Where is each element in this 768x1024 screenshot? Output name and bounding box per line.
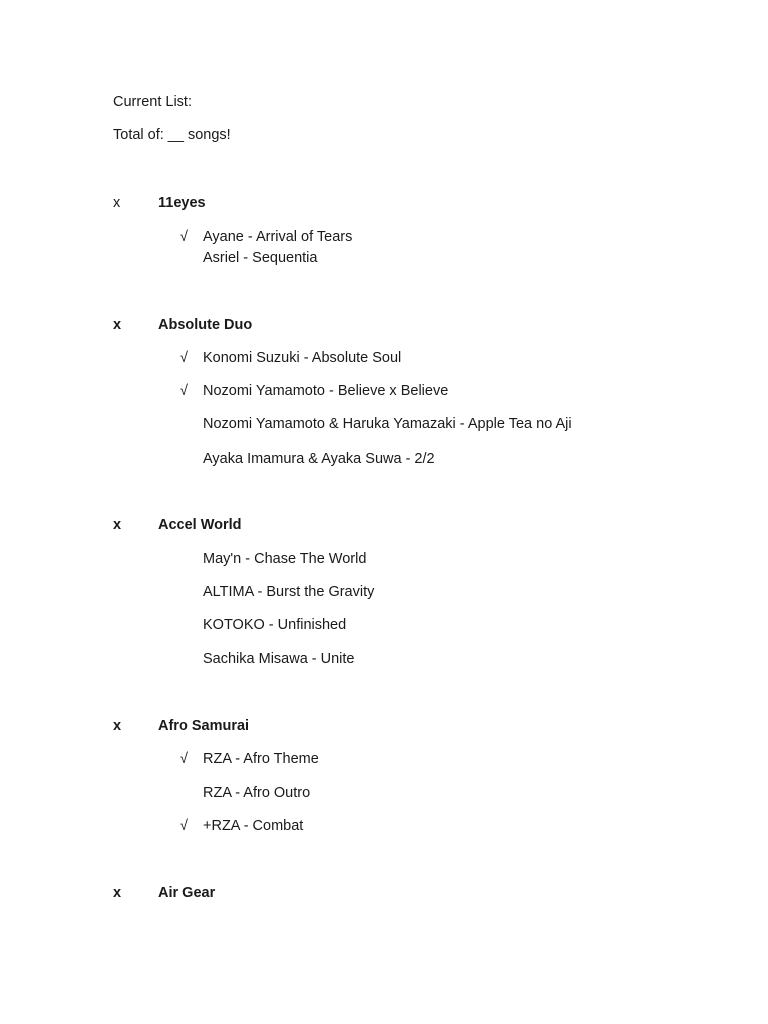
section-mark: x [113, 718, 122, 734]
section-title: Air Gear [158, 885, 216, 901]
section-title: Afro Samurai [158, 718, 250, 734]
current-list-heading: Current List: [113, 94, 192, 110]
section-title: Accel World [158, 517, 242, 533]
section-title: 11eyes [158, 195, 206, 211]
total-songs-line: Total of: __ songs! [113, 127, 231, 143]
song-entry: Ayaka Imamura & Ayaka Suwa - 2/2 [203, 451, 435, 467]
check-mark: √ [180, 350, 188, 366]
check-mark: √ [180, 751, 188, 767]
song-entry: Sachika Misawa - Unite [203, 651, 355, 667]
song-entry: Nozomi Yamamoto - Believe x Believe [203, 383, 449, 399]
section-mark: x [113, 317, 122, 333]
song-entry: ALTIMA - Burst the Gravity [203, 584, 375, 600]
song-entry: +RZA - Combat [203, 818, 304, 834]
song-entry: RZA - Afro Outro [203, 785, 311, 801]
song-entry: Asriel - Sequentia [203, 250, 318, 266]
section-mark: x [113, 885, 122, 901]
check-mark: √ [180, 229, 188, 245]
song-entry: Ayane - Arrival of Tears [203, 229, 353, 245]
song-entry: Nozomi Yamamoto & Haruka Yamazaki - Apple Tea no Aji [203, 416, 572, 432]
section-mark: x [113, 517, 122, 533]
section-mark: x [113, 195, 121, 211]
song-entry: May'n - Chase The World [203, 551, 367, 567]
check-mark: √ [180, 818, 188, 834]
check-mark: √ [180, 383, 188, 399]
song-entry: KOTOKO - Unfinished [203, 617, 347, 633]
song-entry: Konomi Suzuki - Absolute Soul [203, 350, 402, 366]
song-entry: RZA - Afro Theme [203, 751, 319, 767]
section-title: Absolute Duo [158, 317, 253, 333]
